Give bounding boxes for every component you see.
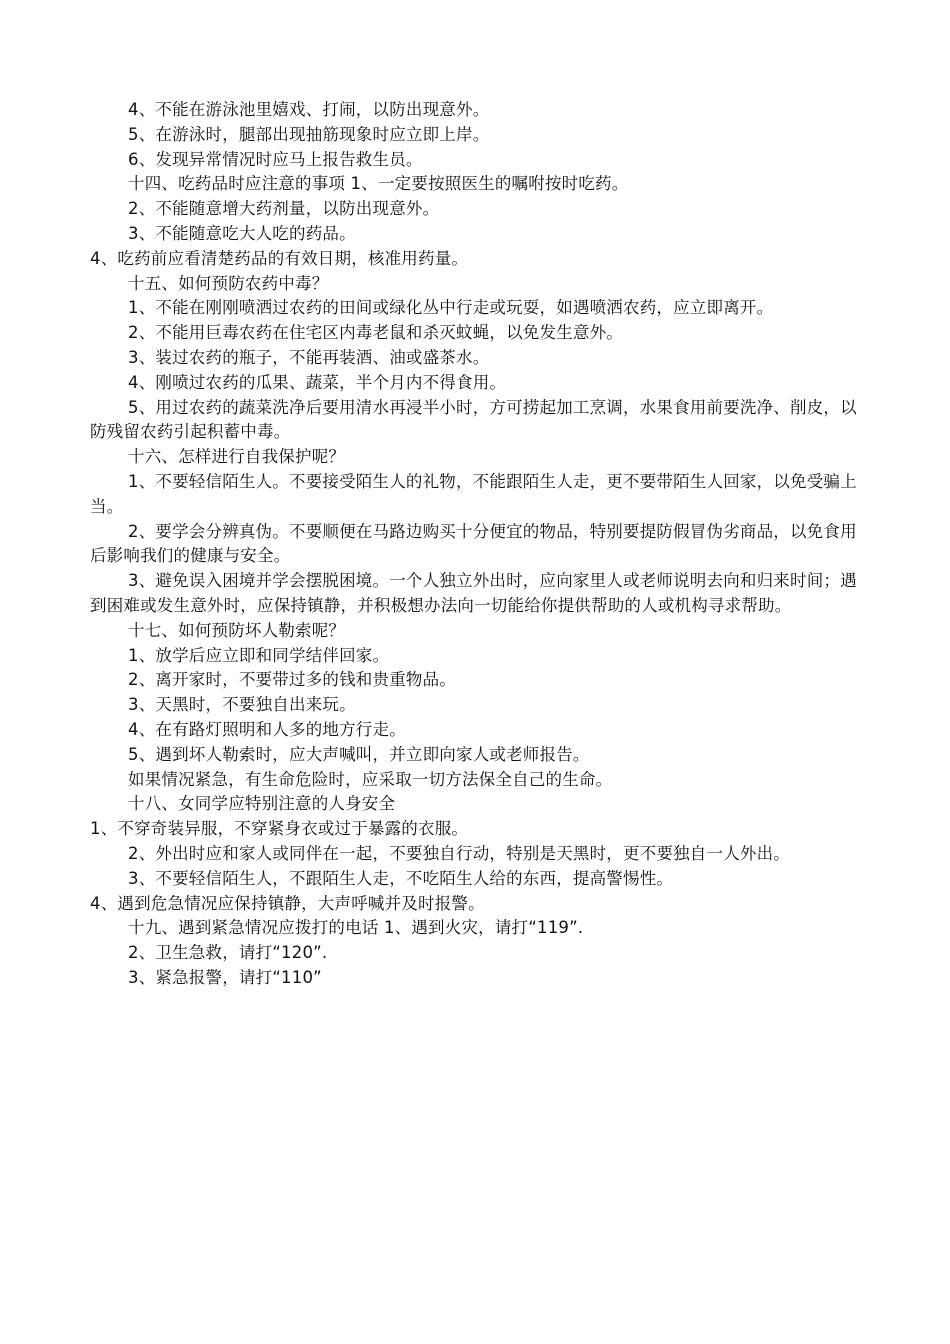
paragraph: 1、不要轻信陌生人。不要接受陌生人的礼物，不能跟陌生人走，更不要带陌生人回家，以免受骗上当。: [90, 471, 857, 516]
paragraph: 1、不能在刚刚喷洒过农药的田间或绿化丛中行走或玩耍，如遇喷洒农药，应立即离开。: [128, 298, 774, 318]
paragraph: 5、遇到坏人勒索时，应大声喊叫，并立即向家人或老师报告。: [128, 744, 590, 764]
paragraph: 2、外出时应和家人或同伴在一起，不要独自行动，特别是天黑时，更不要独自一人外出。: [128, 843, 790, 863]
paragraph: 4、不能在游泳池里嬉戏、打闹，以防出现意外。: [128, 100, 490, 119]
paragraph: 4、刚喷过农药的瓜果、蔬菜，半个月内不得食用。: [128, 372, 507, 392]
paragraph: 2、不能随意增大药剂量，以防出现意外。: [128, 199, 440, 219]
paragraph: 如果情况紧急，有生命危险时，应采取一切方法保全自己的生命。: [128, 769, 613, 789]
paragraph: 5、在游泳时，腿部出现抽筋现象时应立即上岸。: [128, 124, 490, 144]
paragraph: 十九、遇到紧急情况应拨打的电话 1、遇到火灾，请打“119”.: [128, 918, 584, 938]
paragraph: 6、发现异常情况时应马上报告救生员。: [128, 149, 423, 169]
paragraph: 十七、如何预防坏人勒索呢？: [128, 620, 346, 640]
paragraph: 3、不能随意吃大人吃的药品。: [128, 223, 356, 243]
paragraph: 2、不能用巨毒农药在住宅区内毒老鼠和杀灭蚊蝇，以免发生意外。: [128, 323, 623, 343]
paragraph: 4、吃药前应看清楚药品的有效日期，核准用药量。: [90, 248, 469, 268]
paragraph: 2、要学会分辨真伪。不要顺便在马路边购买十分便宜的物品，特别要提防假冒伪劣商品，以免食用后影响我们的健康与安全。: [90, 521, 857, 566]
paragraph: 1、不穿奇装异服，不穿紧身衣或过于暴露的衣服。: [90, 819, 469, 839]
paragraph: 3、天黑时，不要独自出来玩。: [128, 695, 356, 715]
paragraph: 十五、如何预防农药中毒？: [128, 273, 329, 293]
paragraph: 十六、怎样进行自我保护呢？: [128, 447, 346, 467]
paragraph: 3、装过农药的瓶子，不能再装酒、油或盛茶水。: [128, 347, 490, 367]
paragraph: 3、不要轻信陌生人，不跟陌生人走，不吃陌生人给的东西，提高警惕性。: [128, 868, 674, 888]
paragraph: 3、避免误入困境并学会摆脱困境。一个人独立外出时，应向家里人或老师说明去向和归来时间；遇到困难或发生意外时，应保持镇静，并积极想办法向一切能给你提供帮助的人或机构寻求帮助。: [90, 571, 857, 615]
paragraph: 4、在有路灯照明和人多的地方行走。: [128, 719, 406, 739]
paragraph: 2、卫生急救，请打“120”.: [128, 943, 328, 963]
paragraph: 十四、吃药品时应注意的事项 1、一定要按照医生的嘱咐按时吃药。: [128, 174, 629, 194]
paragraph: 3、紧急报警，请打“110”: [128, 967, 322, 987]
paragraph: 2、离开家时，不要带过多的钱和贵重物品。: [128, 670, 456, 690]
paragraph: 十八、女同学应特别注意的人身安全: [128, 794, 396, 814]
document-body: [90, 98, 870, 991]
paragraph: 5、用过农药的蔬菜洗净后要用清水再浸半小时，方可捞起加工烹调，水果食用前要洗净、削皮，以防残留农药引起积蓄中毒。: [90, 397, 857, 442]
paragraph: 4、遇到危急情况应保持镇静，大声呼喊并及时报警。: [90, 893, 485, 913]
paragraph: 1、放学后应立即和同学结伴回家。: [128, 645, 390, 665]
